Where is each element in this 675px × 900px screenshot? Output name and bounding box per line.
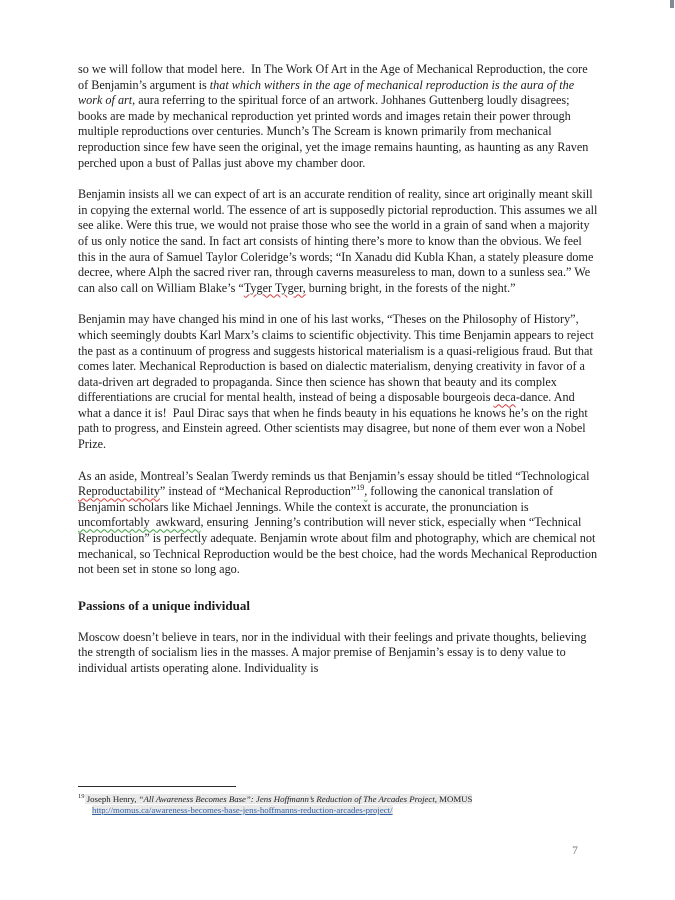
paragraph-theses-on-history [78,312,599,452]
text-run: -dance. And what a dance it is! Paul Dirac says that when he finds beauty in his equations he knows he’s on the right path to progress, and Einstein agreed. Other scientists may disagree, but none of them ever won a Nobel Prize. [78,390,591,452]
text-run-italic-quote: that which withers in the age of mechanical reproduction is the aura of the work of art, [78,77,578,108]
text-run: Benjamin insists all we can expect of art is an accurate rendition of reality, since art originally meant skill in copying the external world. The essence of art is supposedly pictorial reproduction. This assumes we all see alike. Were this true, we would not praise those who see the world in a grain of sand when a majority of us only notice the sand. In fact art consists of hinting there’s more to know than the obvious. We feel this in the aura of Samuel Taylor Coleridge’s words; “In Xanadu did Kubla Khan, a stately pleasure dome decree, where Alph the sacred river ran, through caverns measureless to man, down to a sunless sea.” We can also call on William Blake’s “ [78,187,601,295]
paragraph-moscow-tears [78,630,599,677]
scrollbar-thumb[interactable] [670,0,674,8]
text-run-grammarcheck: , [364,484,368,499]
text-run: As an aside, Montreal’s Sealan Twerdy reminds us that Benjamin’s essay should be titled “Technological [78,468,593,483]
text-run: burning bright, in the forests of the night.” [305,280,516,295]
page-number: 7 [572,845,578,857]
paragraph-accurate-rendition [78,187,599,296]
text-run-spellcheck: deca [493,390,516,405]
footnote-text-line [78,794,599,805]
footnote-marker: 19 [78,793,85,801]
footnote-run: MOMUS [436,794,473,804]
text-run-spellcheck: Tyger Tyger, [243,280,306,295]
paragraph-technological-reproductability [78,469,599,578]
text-run-grammarcheck: uncomfortably awkward [78,515,201,530]
footnote-separator-rule [78,786,236,787]
paragraph-mechanical-reproduction [78,62,599,171]
footnote-run-italic-title: “All Awareness Becomes Base”: Jens Hoffmann’s Reduction of The Arcades Project, [138,794,437,804]
footnote-section [78,786,599,816]
text-run: , ensuring Jenning’s contribution will never stick, especially when “Technical Reproduction” is perfectly adequate. Benjamin wrote about film and photography, which are chemical not mechanical, so Technical Reproduction would be the best choice, had the words Mechanical Reproduction not been set in stone so long ago. [78,515,601,577]
text-run: aura referring to the spiritual force of an artwork. Johhanes Guttenberg loudly disagrees; books are made by mechanical reproduction yet printed words and images retain their power through multiple reproductions over centuries. Munch’s The Scream is known primarily from mechanical reproduction since few have seen the original, yet the image remains haunting, as haunting as any Raven perched upon a bust of Pallas just above my chamber door. [78,93,592,170]
text-run: following the canonical translation of Benjamin scholars like Michael Jennings. While the context is accurate, the pronunciation is [78,484,557,514]
text-run: ” instead of “Mechanical Reproduction” [159,484,357,499]
text-run-spellcheck: Reproductability [78,484,160,499]
footnote-reference-19: 19 [356,483,365,493]
footnote-run: Joseph Henry, [84,794,139,804]
text-run: so we will follow that model here. In The Work Of Art in the Age of Mechanical Reproduction, the core of Benjamin’s argument is [78,62,591,92]
text-run: Benjamin may have changed his mind in one of his last works, “Theses on the Philosophy of History”, which seemingly doubts Karl Marx’s claims to scientific objectivity. This time Benjamin appears to reject the past as a continuum of progress and suggests historical materialism is a quasi-religious fraud. But that comes later. Mechanical Reproduction is based on dialectic materialism, denying creativity in favor of a data-driven art degraded to propaganda. Since then science has shown that beauty and its complex differentiations are crucial for mental health, instead of being a disposable bourgeois [78,312,597,405]
footnote-hyperlink[interactable]: http://momus.ca/awareness-becomes-base-jens-hoffmanns-reduction-arcades-project/ [92,805,393,815]
section-heading-passions: Passions of a unique individual [78,597,250,613]
text-run: Moscow doesn’t believe in tears, nor in the individual with their feelings and private thoughts, believing the strength of socialism lies in the masses. A major premise of Benjamin’s essay is to deny value to individual artists operating alone. Individuality is [78,629,590,675]
document-body [78,62,599,693]
footnote-url-line [78,805,599,816]
